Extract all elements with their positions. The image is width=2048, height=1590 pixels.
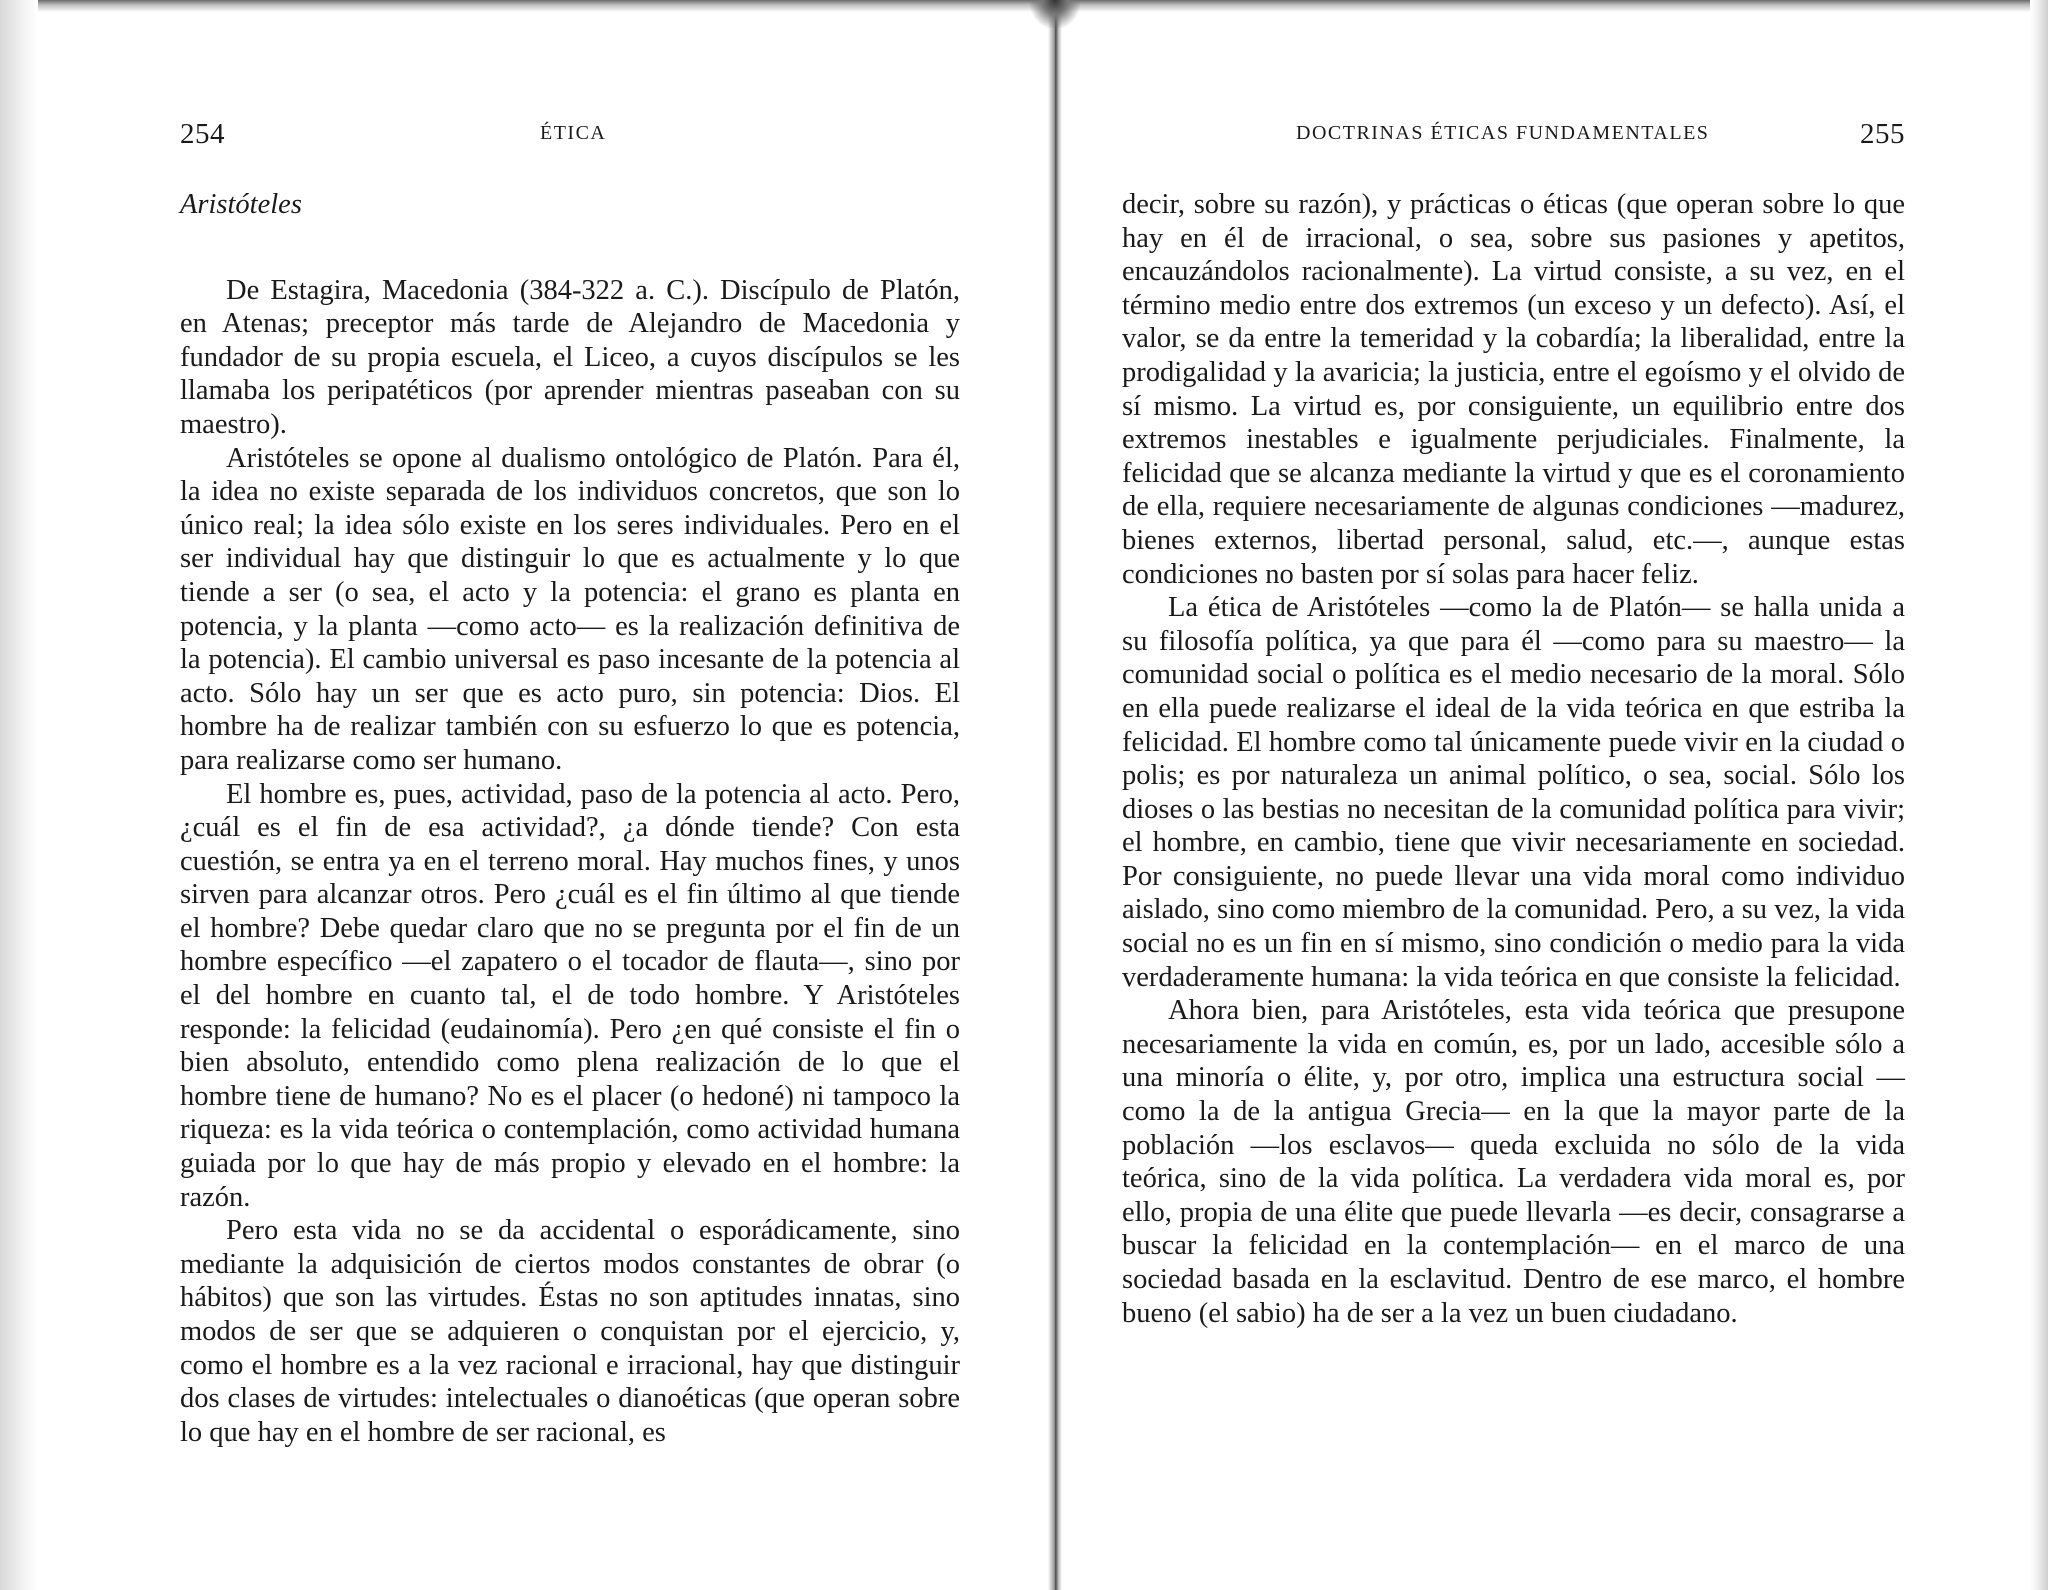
right-page: [1122, 0, 1905, 1590]
paragraph: De Estagira, Macedonia (384-322 a. C.). Discípulo de Platón, en Atenas; preceptor más tarde de Alejandro de Macedonia y fundador de su propia escuela, el Liceo, a cuyos discípulos se les llamaba los peripatéticos (por aprender mientras paseaban con su maestro).: [180, 274, 960, 440]
running-head-title-right: DOCTRINAS ÉTICAS FUNDAMENTALES: [1296, 122, 1710, 144]
page-number-right: 255: [1860, 118, 1905, 150]
page-number-left: 254: [180, 118, 225, 150]
right-running-head: [1122, 118, 1905, 152]
left-page: [180, 0, 960, 1590]
paragraph: Aristóteles se opone al dualismo ontológico de Platón. Para él, la idea no existe separada de los individuos concretos, que son lo único real; la idea sólo existe en los seres individuales. Pero en el ser individual hay que distinguir lo que es actualmente y lo que tiende a ser (o sea, el acto y la potencia: el grano es planta en potencia, y la planta —como acto— es la realización definitiva de la potencia). El cambio universal es paso incesante de la potencia al acto. Sólo hay un ser que es acto puro, sin potencia: Dios. El hombre ha de realizar también con su esfuerzo lo que es potencia, para realizarse como ser humano.: [180, 442, 960, 776]
gutter-shadow: [1030, 0, 1080, 28]
paragraph: Pero esta vida no se da accidental o esporádicamente, sino mediante la adquisición de ciertos modos constantes de obrar (o hábitos) que son las virtudes. Éstas no son aptitudes innatas, sino modos de ser que se adquieren o conquistan por el ejercicio, y, como el hombre es a la vez racional e irracional, hay que distinguir dos clases de virtudes: intelectuales o dianoéticas (que operan sobre lo que hay en el hombre de ser racional, es: [180, 1215, 960, 1448]
book-gutter: [1048, 0, 1062, 1590]
paragraph: Ahora bien, para Aristóteles, esta vida teórica que presupone necesariamente la vida en común, es, por un lado, accesible sólo a una minoría o élite, y, por otro, implica una estructura social —como la de la antigua Grecia— en la que la mayor parte de la población —los esclavos— queda excluida no sólo de la vida teórica, sino de la vida política. La verdadera vida moral es, por ello, propia de una élite que puede llevarla —es decir, consagrarse a buscar la felicidad en la contemplación— en el marco de una sociedad basada en la esclavitud. Dentro de ese marco, el hombre bueno (el sabio) ha de ser a la vez un buen ciudadano.: [1122, 995, 1905, 1329]
left-running-head: [180, 118, 960, 152]
paragraph: El hombre es, pues, actividad, paso de la potencia al acto. Pero, ¿cuál es el fin de esa actividad?, ¿a dónde tiende? Con esta cuestión, se entra ya en el terreno moral. Hay muchos fines, y unos sirven para alcanzar otros. Pero ¿cuál es el fin último al que tiende el hombre? Debe quedar claro que no se pregunta por el fin de un hombre específico —el zapatero o el tocador de flauta—, sino por el del hombre en cuanto tal, el de todo hombre. Y Aristóteles responde: la felicidad (eudainomía). Pero ¿en qué consiste el fin o bien absoluto, entendido como plena realización de lo que el hombre tiene de humano? No es el placer (o hedoné) ni tampoco la riqueza: es la vida teórica o contemplación, como actividad humana guiada por lo que hay de más propio y elevado en el hombre: la razón.: [180, 778, 960, 1213]
right-page-body: [1122, 188, 1905, 1330]
paragraph: La ética de Aristóteles —como la de Platón— se halla unida a su filosofía política, ya que para él —como para su maestro— la comunidad social o política es el medio necesario de la moral. Sólo en ella puede realizarse el ideal de la vida teórica en que estriba la felicidad. El hombre como tal únicamente puede vivir en la ciudad o polis; es por naturaleza un animal político, o sea, social. Sólo los dioses o las bestias no necesitan de la comunidad política para vivir; el hombre, en cambio, tiene que vivir necesariamente en sociedad. Por consiguiente, no puede llevar una vida moral como individuo aislado, sino como miembro de la comunidad. Pero, a su vez, la vida social no es un fin en sí mismo, sino condición o medio para la vida verdaderamente humana: la vida teórica en que consiste la felicidad.: [1122, 592, 1905, 993]
section-title: Aristóteles: [180, 189, 302, 220]
left-page-body: [180, 188, 960, 1449]
page-right-edge: [2030, 0, 2048, 1590]
continued-paragraph: decir, sobre su razón), y prácticas o éticas (que operan sobre lo que hay en él de irracional, o sea, sobre sus pasiones y apetitos, encauzándolos racionalmente). La virtud consiste, a su vez, en el término medio entre dos extremos (un exceso y un defecto). Así, el valor, se da entre la temeridad y la cobardía; la liberalidad, entre la prodigalidad y la avaricia; la justicia, entre el egoísmo y el olvido de sí mismo. La virtud es, por consiguiente, un equilibrio entre dos extremos inestables e igualmente perjudiciales. Finalmente, la felicidad que se alcanza mediante la virtud y que es el coronamiento de ella, requiere necesariamente de algunas condiciones —madurez, bienes externos, libertad personal, salud, etc.—, aunque estas condiciones no basten por sí solas para hacer feliz.: [1122, 189, 1905, 590]
page-left-edge: [0, 0, 38, 1590]
running-head-title-left: ÉTICA: [540, 122, 607, 144]
